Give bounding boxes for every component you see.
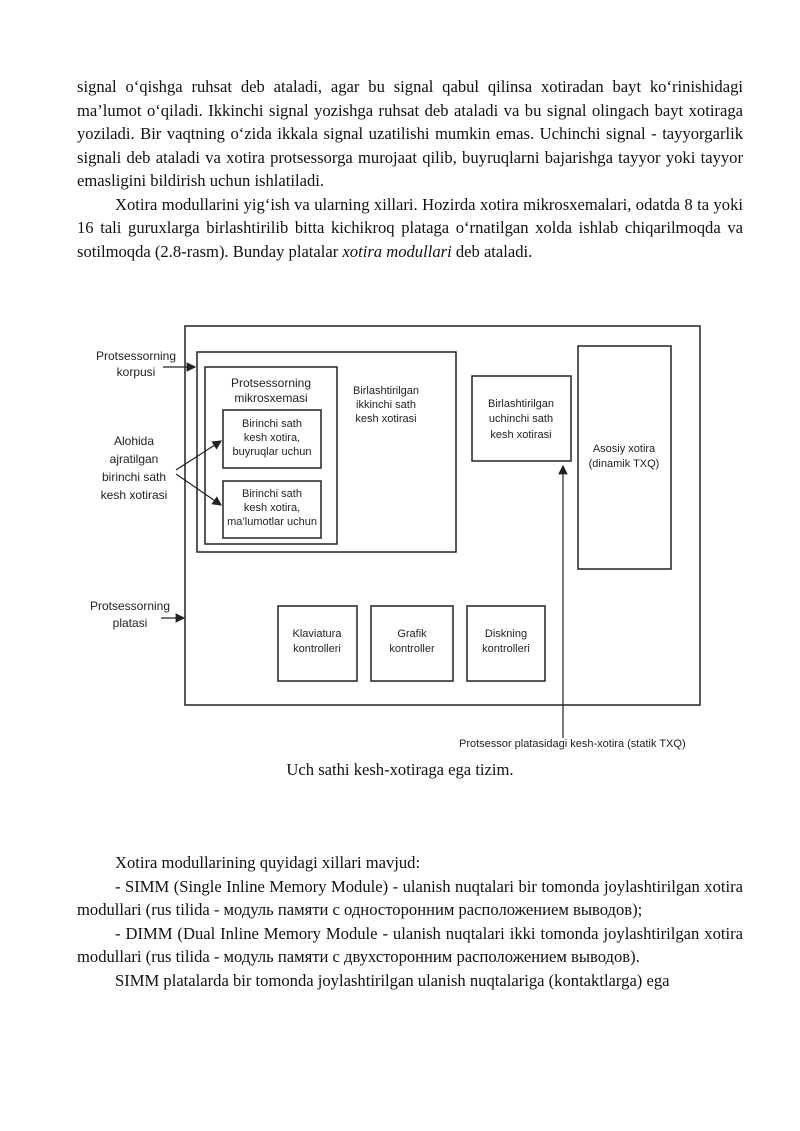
disk-controller-label: Diskning kontrolleri <box>482 628 530 655</box>
paragraph-dimm: - DIMM (Dual Inline Memory Module - ulanish nuqtalari ikki tomonda joylashtirilgan xotira modullari (rus tilida - модуль памяти с двухсторонним расположением выводов). <box>77 923 743 966</box>
term-memory-modules: xotira modullari <box>342 241 452 261</box>
l2-cache-label: Birlashtirilgan ikkinchi sath kesh xotirasi <box>352 385 420 425</box>
paragraph-signals: signal o‘qishga ruhsat deb ataladi, agar bu signal qabul qilinsa xotiradan bayt ko‘rinishidagi ma’lumot o‘qiladi. Ikkinchi signal yozishga ruhsat deb ataladi va bu signal olingach bayt xotiraga yoziladi. Bir vaqtning o‘zida ikkala signal uzatilishi mumkin emas. Uchinchi signal - tayyorgarlik signali deb ataladi va xotira protsessorga murojaat qilib, buyruqlarni bajarishga tayyor yoki tayyor emasligini bildirish uchun ishlatiladi. <box>77 77 743 190</box>
board-cache-label: Protsessor platasidagi kesh-xotira (statik TXQ) <box>459 738 686 750</box>
l1-instruction-cache-label: Birinchi sath kesh xotira, buyruqlar uchun <box>232 418 312 458</box>
cpu-chip-title: Protsessorning mikrosxemasi <box>230 376 312 405</box>
paragraph-simm: - SIMM (Single Inline Memory Module) - ulanish nuqtalari bir tomonda joylashtirilgan xotira modullari (rus tilida - модуль памяти с односторонним расположением выводов); <box>77 876 743 919</box>
paragraph-memory-modules-start: Xotira modullarini yig‘ish va ularning xillari. Hozirda xotira mikrosxemalari, odatda 8 ta yoki 16 tali guruxlarga birlashtirilib bitta kichikroq plataga o‘rnatilgan xolda ishlab chiqarilmoqda va sotilmoqda (2.8-rasm). Bunday platalar <box>77 194 743 261</box>
l1-data-cache-label: Birinchi sath kesh xotira, ma’lumotlar uchun <box>227 488 317 528</box>
processor-case-label: Protsessorning korpusi <box>95 349 177 379</box>
paragraph-memory-modules <box>77 193 743 264</box>
keyboard-controller-label: Klaviatura kontrolleri <box>292 628 342 655</box>
top-text <box>77 75 743 263</box>
paragraph-memory-modules-end: deb ataladi. <box>451 241 533 261</box>
cache-diagram <box>0 300 800 755</box>
paragraph-module-types-intro: Xotira modullarining quyidagi xillari mavjud: <box>115 853 421 872</box>
main-memory-label: Asosiy xotira (dinamik TXQ) <box>588 443 660 470</box>
l1-arrow-instructions <box>176 441 221 470</box>
l3-cache-label: Birlashtirilgan uchinchi sath kesh xotirasi <box>487 398 555 441</box>
paragraph-simm-contacts: SIMM platalarda bir tomonda joylashtirilgan ulanish nuqtalariga (kontaktlarga) ega <box>115 970 670 990</box>
l1-arrow-data <box>176 474 221 505</box>
processor-board-label: Protsessorning platasi <box>89 599 171 630</box>
bottom-text <box>77 851 743 992</box>
graphics-controller-label: Grafik kontroller <box>389 628 435 655</box>
figure-caption: Uch sathi kesh-xotiraga ega tizim. <box>286 760 514 779</box>
l1-separated-label: Alohida ajratilgan birinchi sath kesh xotirasi <box>100 434 168 502</box>
